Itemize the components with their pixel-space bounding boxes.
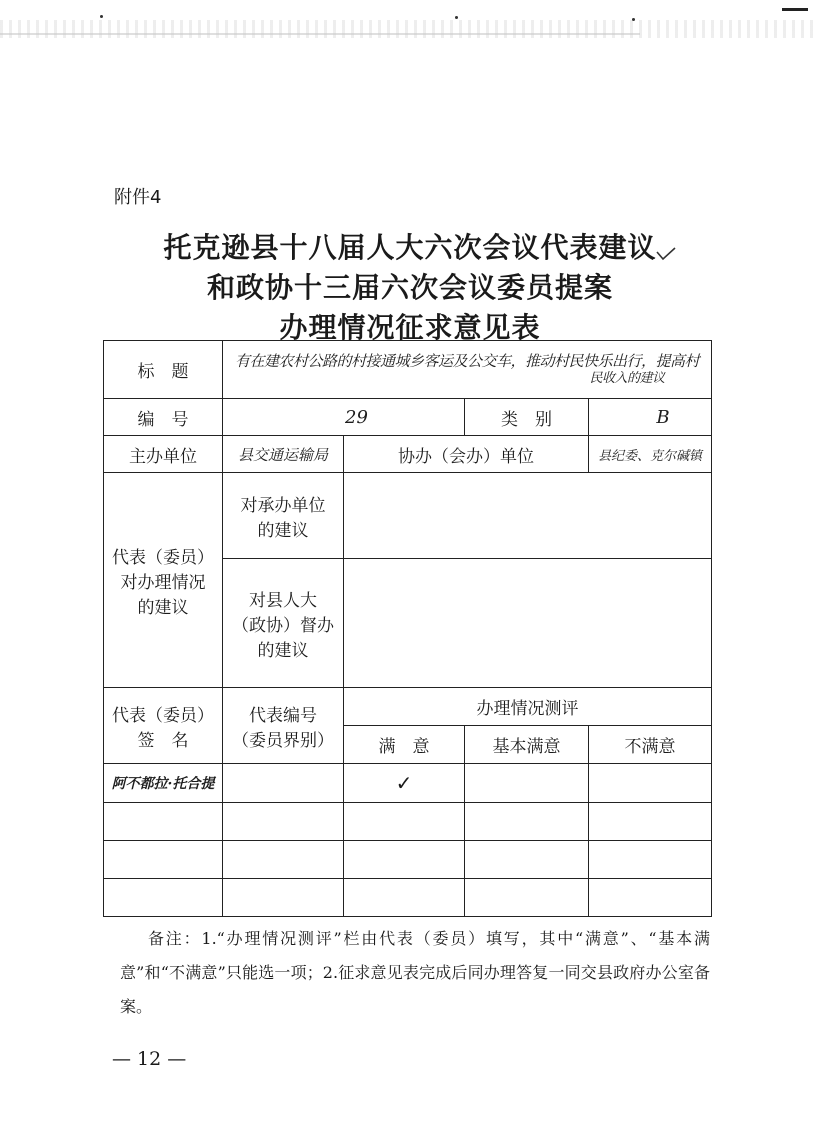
rep-number-empty[interactable] (223, 803, 344, 841)
signature-value[interactable]: 阿不都拉·托合提 (104, 764, 223, 803)
scan-dot (100, 15, 103, 18)
to-supervisor-value[interactable] (344, 559, 712, 688)
suggestion-group-label-3: 的建议 (137, 597, 189, 618)
row-signature-4 (104, 879, 712, 917)
row-title (104, 341, 712, 399)
row-to-host (104, 473, 712, 559)
signature-label-2: 签 名 (137, 730, 189, 751)
to-supervisor-label (223, 559, 344, 688)
title-line-3: 办理情况征求意见表 (279, 311, 541, 344)
unsatisfied-empty[interactable] (589, 879, 712, 917)
signature-empty[interactable] (104, 879, 223, 917)
basic-satisfied-empty[interactable] (465, 841, 589, 879)
to-host-label-1: 对承办单位 (240, 495, 326, 516)
title-value (223, 341, 712, 399)
eval-option-satisfied: 满 意 (344, 726, 465, 764)
satisfied-empty[interactable] (344, 841, 465, 879)
to-supervisor-label-3: 的建议 (257, 640, 309, 661)
document-title (100, 228, 720, 348)
co-unit-value: 县纪委、克尔碱镇 (589, 436, 712, 473)
signature-empty[interactable] (104, 841, 223, 879)
scan-dot (455, 16, 458, 19)
satisfied-empty[interactable] (344, 879, 465, 917)
rep-number-label-1: 代表编号 (249, 705, 317, 726)
satisfied-empty[interactable] (344, 803, 465, 841)
number-label: 编 号 (104, 399, 223, 436)
title-value-line-1: 有在建农村公路的村接通城乡客运及公交车，推动村民快乐出行，提高村 (235, 351, 700, 370)
evaluation-header: 办理情况测评 (344, 688, 712, 726)
title-value-line-2: 民收入的建议 (589, 370, 665, 386)
scan-dot (632, 18, 635, 21)
eval-option-basically-satisfied: 基本满意 (465, 726, 589, 764)
rep-number-empty[interactable] (223, 841, 344, 879)
title-line-1: 托克逊县十八届人大六次会议代表建议 (163, 231, 657, 264)
row-signature-2 (104, 803, 712, 841)
basic-satisfied-empty[interactable] (465, 879, 589, 917)
signature-label-1: 代表（委员） (112, 705, 214, 726)
satisfied-check-cell[interactable]: ✓ (344, 764, 465, 803)
unsatisfied-empty[interactable] (589, 803, 712, 841)
category-label: 类 别 (465, 399, 589, 436)
basic-satisfied-empty[interactable] (465, 803, 589, 841)
basic-satisfied-cell[interactable] (465, 764, 589, 803)
to-supervisor-label-2: （政协）督办 (232, 615, 334, 636)
host-unit-label: 主办单位 (104, 436, 223, 473)
footnote: 备注：1.“办理情况测评”栏由代表（委员）填写，其中“满意”、“基本满意”和“不满意”只能选一项；2.征求意见表完成后同办理答复一同交县政府办公室备案。 (120, 929, 710, 1016)
suggestion-group-label-1: 代表（委员） (112, 547, 214, 568)
row-signature-3 (104, 841, 712, 879)
to-host-label-2: 的建议 (257, 520, 309, 541)
rep-number-label-2: （委员界别） (232, 730, 334, 751)
row-sign-header-1 (104, 688, 712, 726)
title-label: 标 题 (104, 341, 223, 399)
to-supervisor-label-1: 对县人大 (249, 590, 317, 611)
row-number (104, 399, 712, 436)
rep-number-empty[interactable] (223, 879, 344, 917)
category-value: B (589, 399, 712, 436)
signature-label (104, 688, 223, 764)
rep-number-value[interactable] (223, 764, 344, 803)
eval-option-unsatisfied: 不满意 (589, 726, 712, 764)
suggestion-group-label (104, 473, 223, 688)
row-signature-1 (104, 764, 712, 803)
to-host-label (223, 473, 344, 559)
scan-edge-mark (782, 8, 808, 11)
opinion-form-table (103, 340, 712, 917)
unsatisfied-cell[interactable] (589, 764, 712, 803)
scan-noise-top (0, 20, 816, 38)
title-line-2: 和政协十三届六次会议委员提案 (206, 271, 613, 304)
suggestion-group-label-2: 对办理情况 (120, 572, 206, 593)
to-host-value[interactable] (344, 473, 712, 559)
signature-empty[interactable] (104, 803, 223, 841)
unsatisfied-empty[interactable] (589, 841, 712, 879)
scan-line-top (0, 33, 640, 35)
handwritten-check-icon (655, 246, 677, 262)
number-value: 29 (223, 399, 465, 436)
page-number: — 12 — (112, 1048, 187, 1070)
host-unit-value: 县交通运输局 (223, 436, 344, 473)
co-unit-label: 协办（会办）单位 (344, 436, 589, 473)
attachment-label: 附件4 (114, 187, 162, 208)
rep-number-label (223, 688, 344, 764)
row-units (104, 436, 712, 473)
